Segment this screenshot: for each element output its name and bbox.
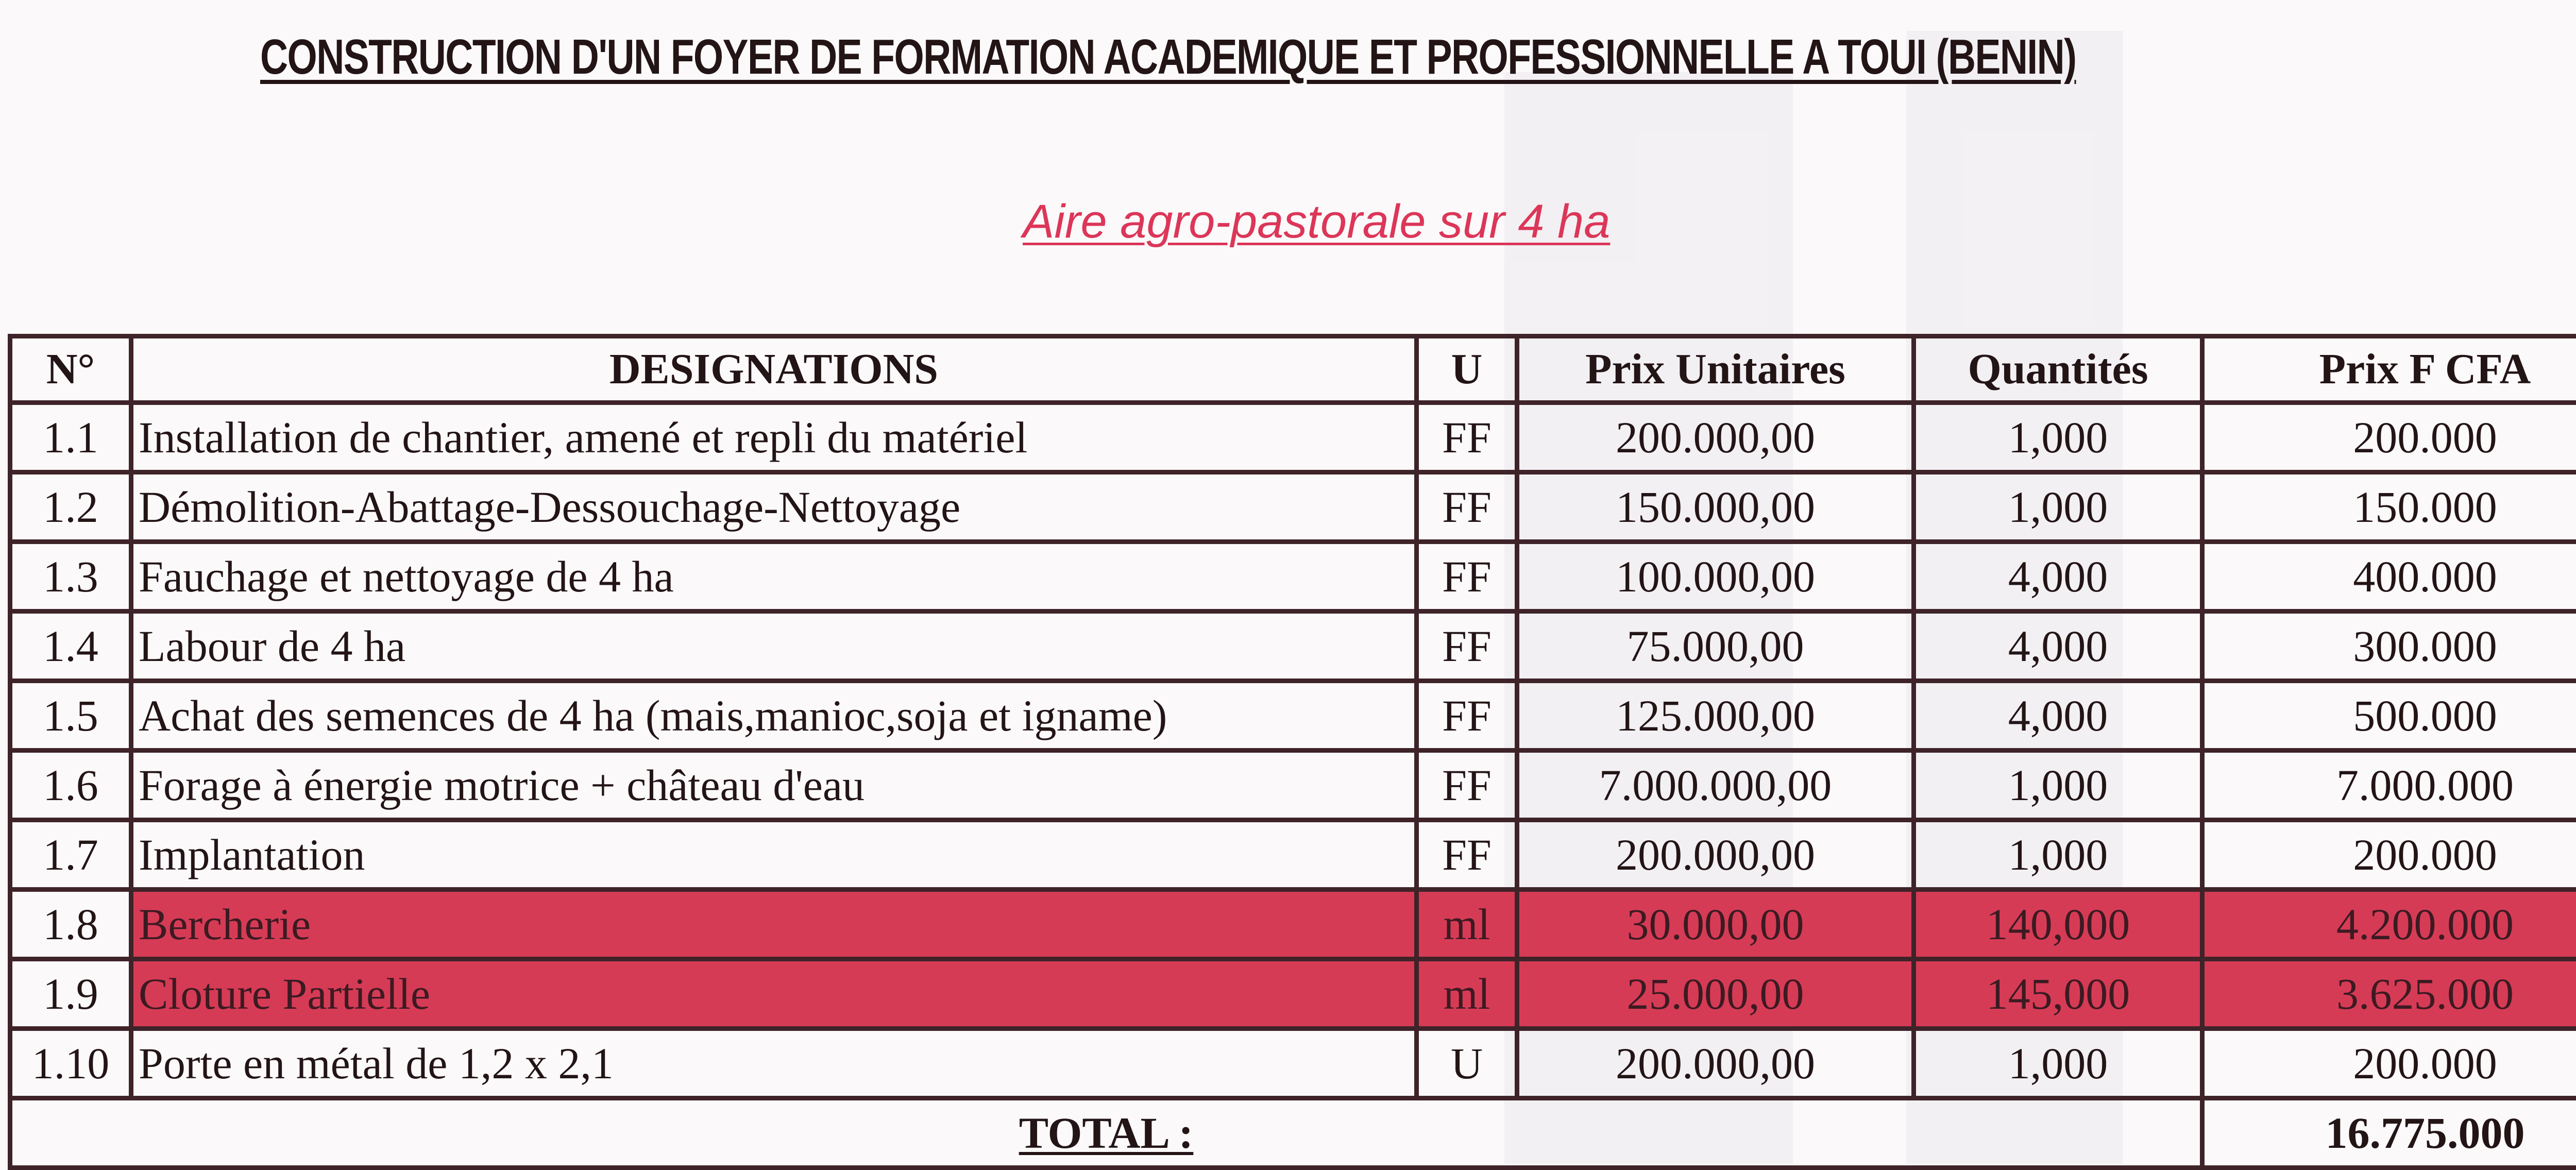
row-unit: FF (1417, 681, 1517, 751)
row-quantity: 1,000 (1914, 1029, 2202, 1098)
price-table (8, 334, 2576, 1170)
row-unit: FF (1417, 542, 1517, 612)
row-unit: U (1417, 1029, 1517, 1098)
row-price-fcfa: 7.000.000 (2202, 751, 2576, 820)
row-num: 1.5 (10, 681, 131, 751)
document-subtitle: Aire agro-pastorale sur 4 ha (1023, 195, 1610, 249)
total-label: TOTAL : (10, 1098, 2202, 1168)
row-price-fcfa: 4.200.000 (2202, 890, 2576, 959)
row-price-fcfa: 500.000 (2202, 681, 2576, 751)
row-quantity: 145,000 (1914, 959, 2202, 1029)
table-row (10, 751, 2576, 820)
row-designation: Forage à énergie motrice + château d'eau (131, 751, 1417, 820)
row-price-fcfa: 150.000 (2202, 472, 2576, 542)
row-quantity: 4,000 (1914, 681, 2202, 751)
table-row (10, 1029, 2576, 1098)
row-quantity: 1,000 (1914, 820, 2202, 890)
table-total-row (10, 1098, 2576, 1168)
header-unit-price: Prix Unitaires (1517, 336, 1914, 403)
table-row (10, 542, 2576, 612)
row-designation: Achat des semences de 4 ha (mais,manioc,soja et igname) (131, 681, 1417, 751)
row-unit-price: 30.000,00 (1517, 890, 1914, 959)
row-price-fcfa: 200.000 (2202, 1029, 2576, 1098)
header-designation: DESIGNATIONS (131, 336, 1417, 403)
table-row (10, 820, 2576, 890)
table-row-highlighted (10, 959, 2576, 1029)
row-num: 1.2 (10, 472, 131, 542)
row-num: 1.8 (10, 890, 131, 959)
row-price-fcfa: 200.000 (2202, 403, 2576, 472)
row-designation: Installation de chantier, amené et repli du matériel (131, 403, 1417, 472)
row-num: 1.3 (10, 542, 131, 612)
document-title: CONSTRUCTION D'UN FOYER DE FORMATION ACADEMIQUE ET PROFESSIONNELLE A TOUI (BENIN) (260, 30, 1928, 84)
row-unit: FF (1417, 820, 1517, 890)
row-quantity: 1,000 (1914, 751, 2202, 820)
row-num: 1.10 (10, 1029, 131, 1098)
row-unit-price: 200.000,00 (1517, 820, 1914, 890)
row-unit-price: 75.000,00 (1517, 612, 1914, 681)
row-unit-price: 125.000,00 (1517, 681, 1914, 751)
row-unit-price: 100.000,00 (1517, 542, 1914, 612)
row-unit-price: 150.000,00 (1517, 472, 1914, 542)
row-price-fcfa: 3.625.000 (2202, 959, 2576, 1029)
header-unit: U (1417, 336, 1517, 403)
row-designation: Fauchage et nettoyage de 4 ha (131, 542, 1417, 612)
table-row (10, 612, 2576, 681)
row-quantity: 4,000 (1914, 542, 2202, 612)
header-quantity: Quantités (1914, 336, 2202, 403)
total-price-fcfa: 16.775.000 (2202, 1098, 2576, 1168)
row-num: 1.6 (10, 751, 131, 820)
row-unit: FF (1417, 751, 1517, 820)
row-num: 1.9 (10, 959, 131, 1029)
row-designation: Labour de 4 ha (131, 612, 1417, 681)
row-price-fcfa: 200.000 (2202, 820, 2576, 890)
row-quantity: 1,000 (1914, 403, 2202, 472)
row-designation: Démolition-Abattage-Dessouchage-Nettoyage (131, 472, 1417, 542)
row-unit: FF (1417, 472, 1517, 542)
row-designation: Porte en métal de 1,2 x 2,1 (131, 1029, 1417, 1098)
row-unit-price: 200.000,00 (1517, 403, 1914, 472)
row-designation: Cloture Partielle (131, 959, 1417, 1029)
row-num: 1.1 (10, 403, 131, 472)
row-price-fcfa: 300.000 (2202, 612, 2576, 681)
table-row (10, 472, 2576, 542)
row-quantity: 1,000 (1914, 472, 2202, 542)
row-unit: ml (1417, 890, 1517, 959)
row-quantity: 140,000 (1914, 890, 2202, 959)
row-designation: Implantation (131, 820, 1417, 890)
table-row-highlighted (10, 890, 2576, 959)
row-designation: Bercherie (131, 890, 1417, 959)
row-unit: FF (1417, 403, 1517, 472)
row-price-fcfa: 400.000 (2202, 542, 2576, 612)
table-row (10, 403, 2576, 472)
row-num: 1.4 (10, 612, 131, 681)
row-unit-price: 7.000.000,00 (1517, 751, 1914, 820)
header-num: N° (10, 336, 131, 403)
row-quantity: 4,000 (1914, 612, 2202, 681)
header-price-fcfa: Prix F CFA (2202, 336, 2576, 403)
table-row (10, 681, 2576, 751)
row-unit-price: 25.000,00 (1517, 959, 1914, 1029)
row-num: 1.7 (10, 820, 131, 890)
row-unit-price: 200.000,00 (1517, 1029, 1914, 1098)
table-header-row (10, 336, 2576, 403)
row-unit: ml (1417, 959, 1517, 1029)
row-unit: FF (1417, 612, 1517, 681)
